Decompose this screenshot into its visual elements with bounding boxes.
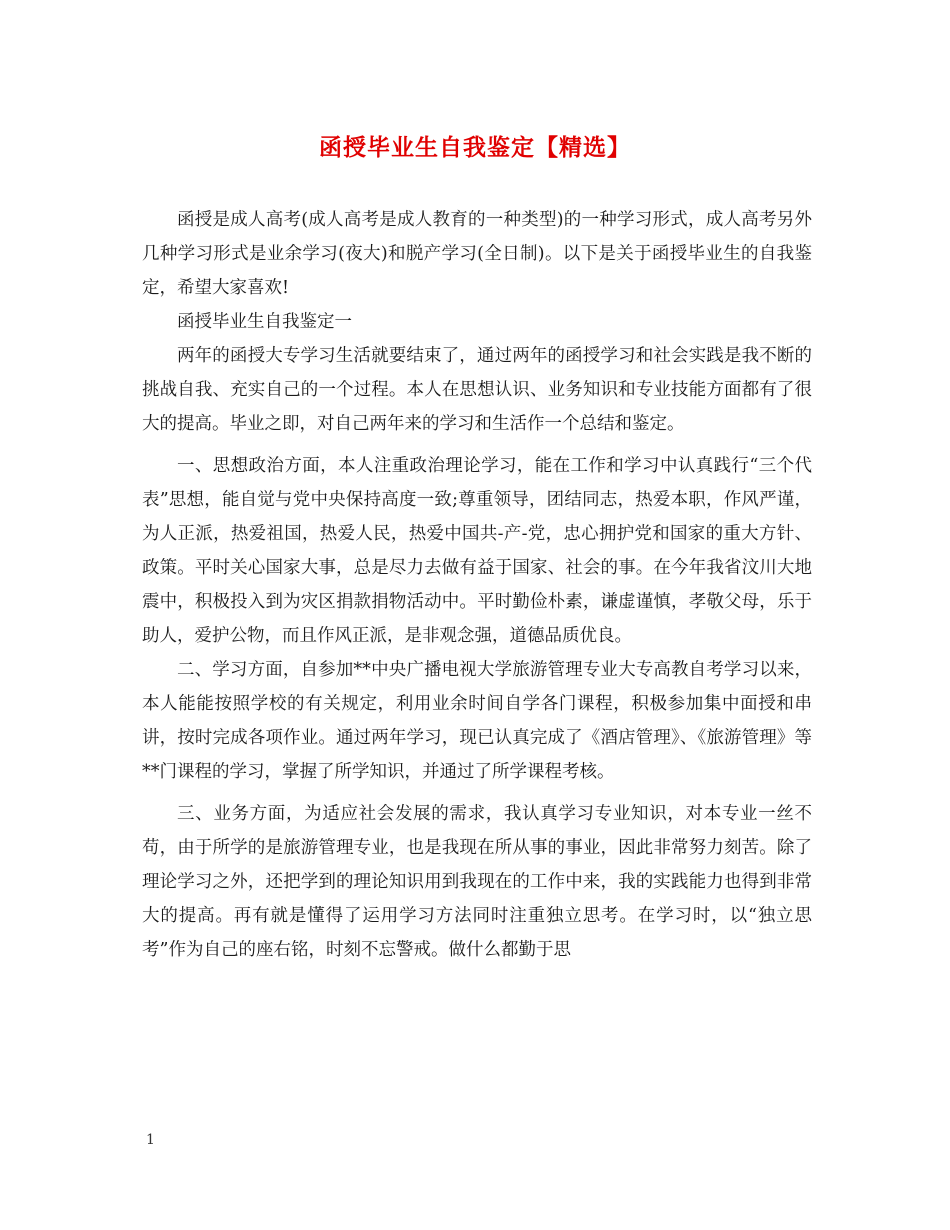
page-number: 1: [146, 1132, 155, 1148]
paragraph-study: 二、学习方面，自参加**中央广播电视大学旅游管理专业大专高教自考学习以来，本人能能按照学校的有关规定，利用业余时间自学各门课程，积极参加集中面授和串讲，按时完成各项作业。通过两年学习，现已认真完成了《酒店管理》、《旅游管理》等**门课程的学习，掌握了所学知识，并通过了所学课程考核。: [142, 660, 812, 782]
paragraph-work: 三、业务方面，为适应社会发展的需求，我认真学习专业知识，对本专业一丝不苟，由于所学的是旅游管理专业，也是我现在所从事的事业，因此非常努力刻苦。除了理论学习之外，还把学到的理论知识用到我现在的工作中来，我的实践能力也得到非常大的提高。再有就是懂得了运用学习方法同时注重独立思考。在学习时，以“独立思考”作为自己的座右铭，时刻不忘警戒。做什么都勤于思: [142, 804, 812, 960]
document-title: 函授毕业生自我鉴定【精选】: [319, 134, 631, 161]
paragraph-overview: 两年的函授大专学习生活就要结束了，通过两年的函授学习和社会实践是我不断的挑战自我、充实自己的一个过程。本人在思想认识、业务知识和专业技能方面都有了很大的提高。毕业之即，对自己两年来的学习和生活作一个总结和鉴定。: [142, 346, 812, 434]
document-body: [142, 203, 812, 967]
paragraph-politics: 一、思想政治方面，本人注重政治理论学习，能在工作和学习中认真践行“三个代表”思想，能自觉与党中央保持高度一致;尊重领导，团结同志，热爱本职，作风严谨，为人正派，热爱祖国，热爱人民，热爱中国共-产-党，忠心拥护党和国家的重大方针、政策。平时关心国家大事，总是尽力去做有益于国家、社会的事。在今年我省汶川大地震中，积极投入到为灾区捐款捐物活动中。平时勤俭朴素，谦虚谨慎，孝敬父母，乐于助人，爱护公物，而且作风正派，是非观念强，道德品质优良。: [142, 456, 812, 646]
paragraph-intro: 函授是成人高考(成人高考是成人教育的一种类型)的一种学习形式，成人高考另外几种学习形式是业余学习(夜大)和脱产学习(全日制)。以下是关于函授毕业生的自我鉴定，希望大家喜欢!: [142, 210, 812, 298]
section-heading: 函授毕业生自我鉴定一: [177, 312, 352, 332]
